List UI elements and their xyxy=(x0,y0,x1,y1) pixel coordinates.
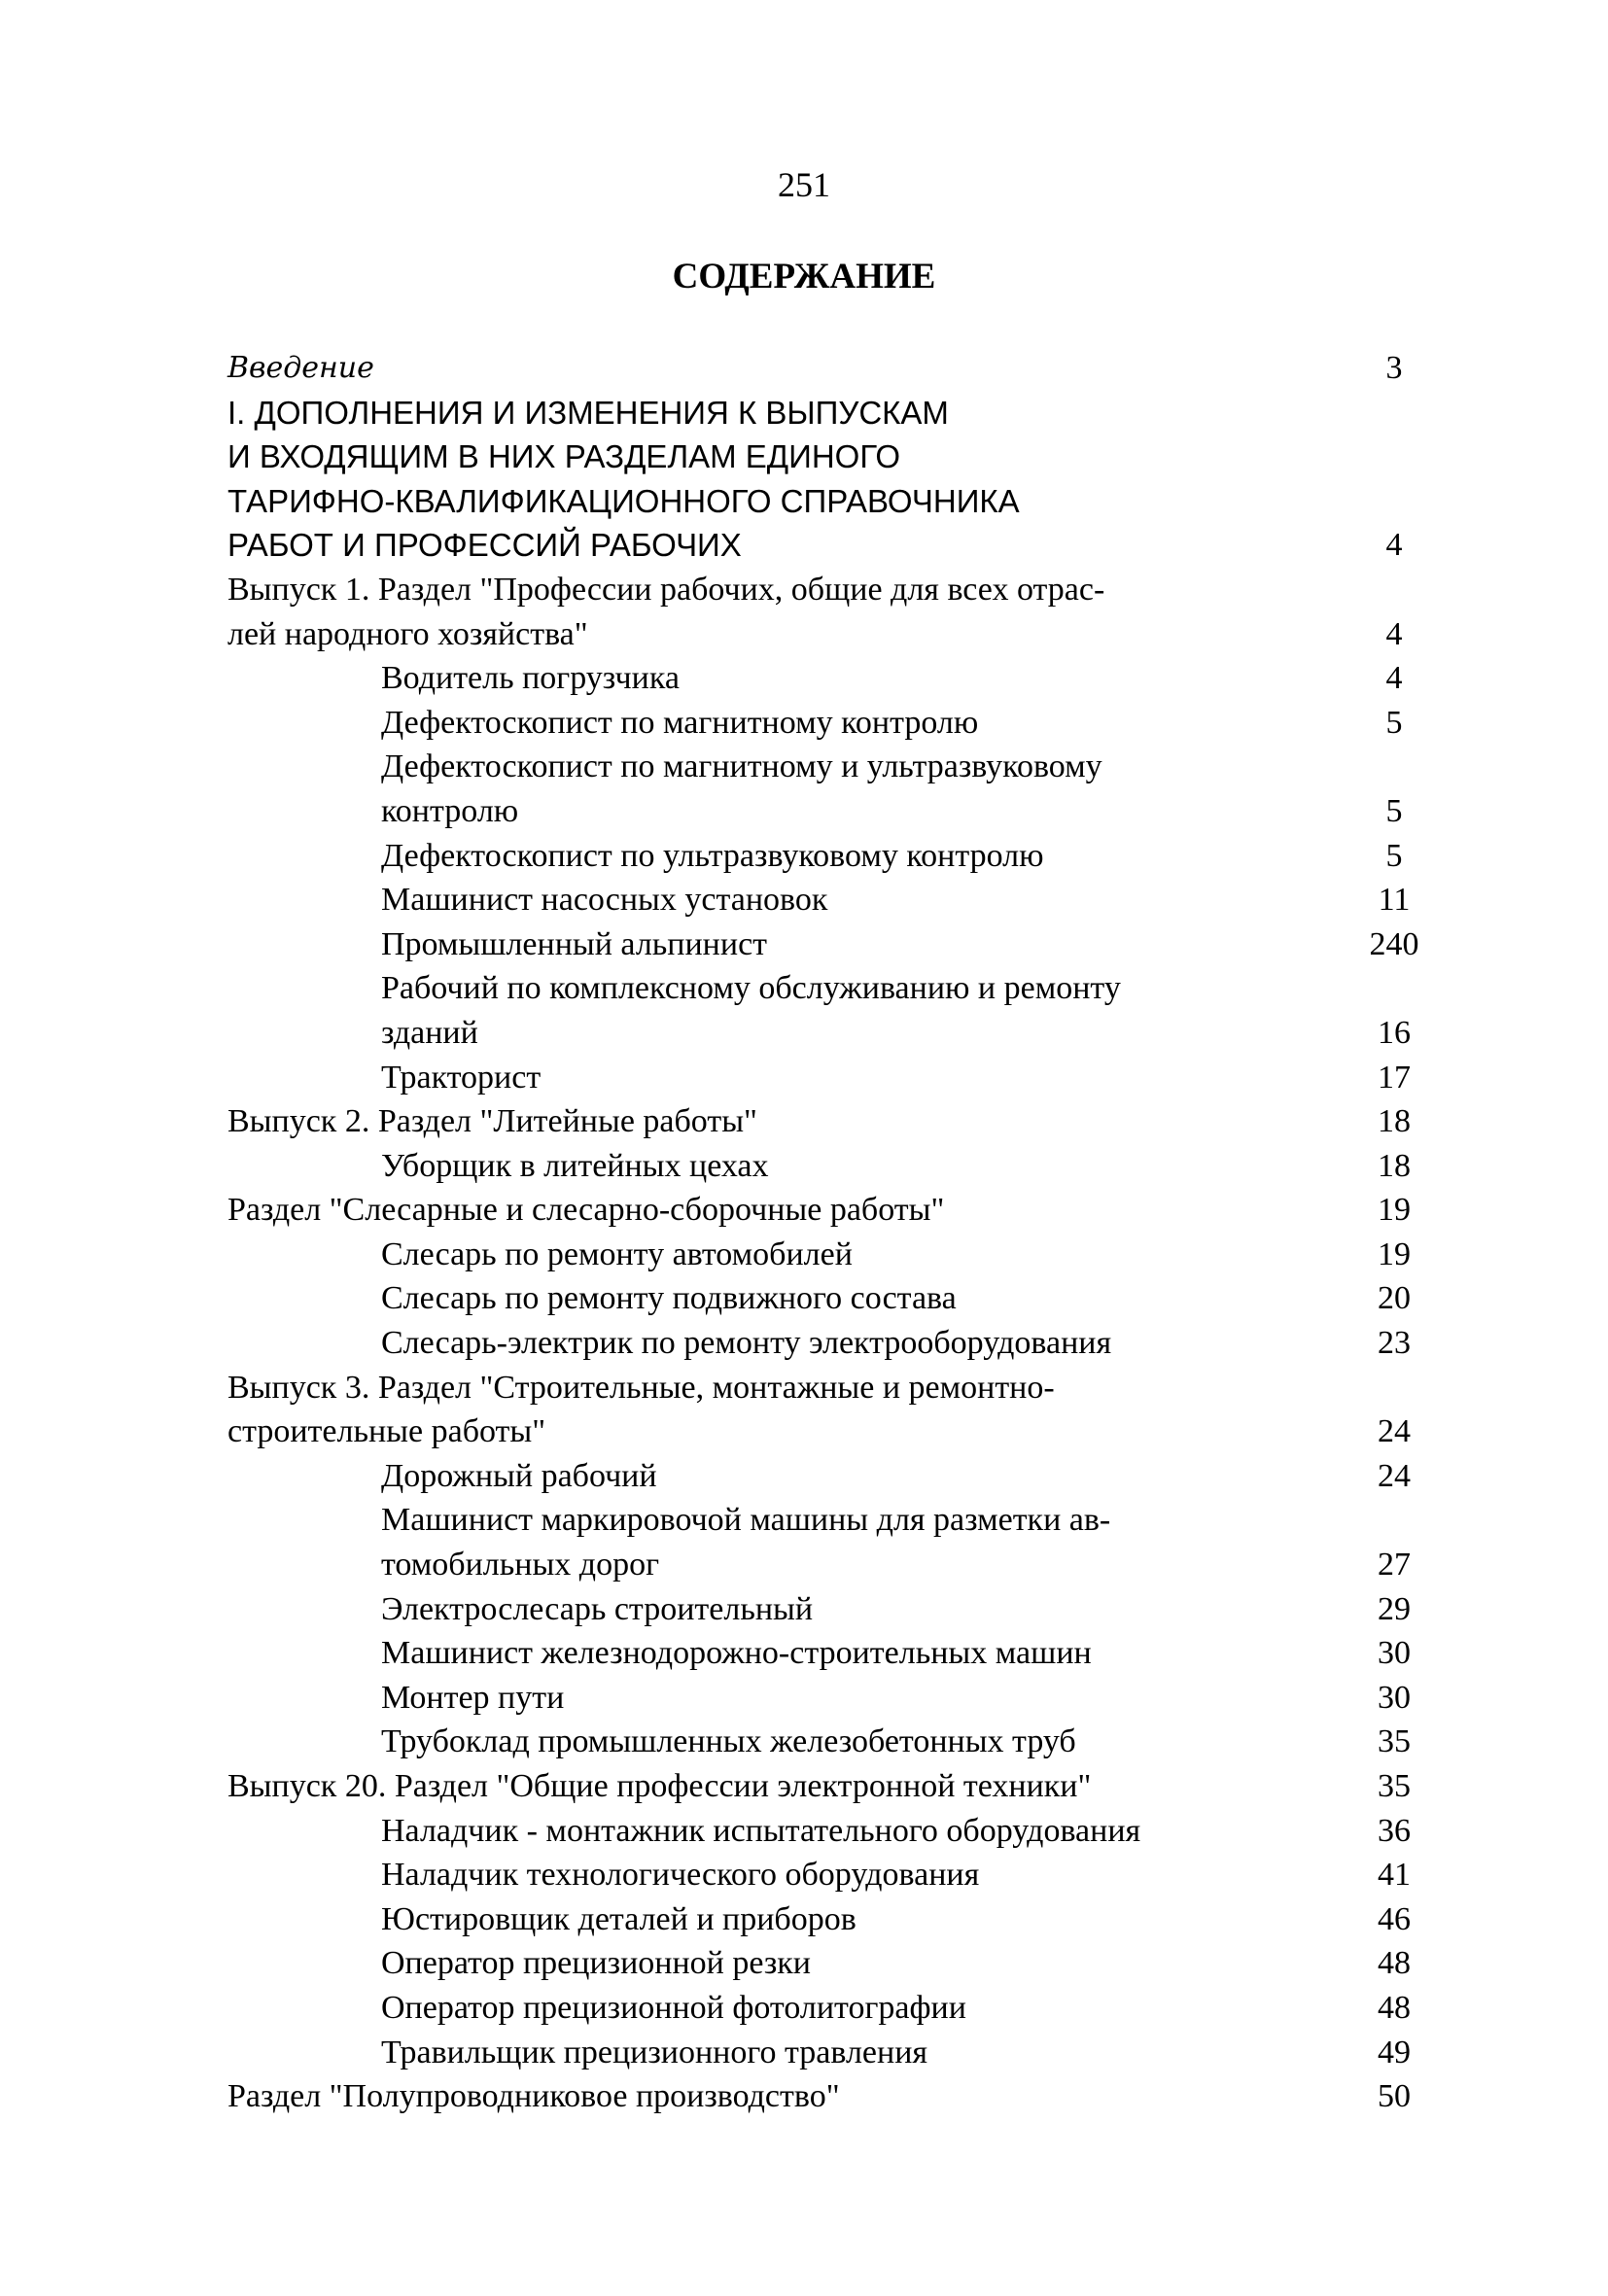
toc-entry-title xyxy=(381,966,1433,1055)
toc-entry-page-number: 50 xyxy=(1378,2078,1411,2115)
toc-entry-title xyxy=(381,656,1433,701)
toc-entry-line: Монтер пути xyxy=(381,1679,565,1716)
toc-entry xyxy=(227,1720,1433,1764)
toc-entry-title xyxy=(381,834,1433,879)
toc-entry-line: Машинист насосных установок xyxy=(381,882,828,919)
toc-entry xyxy=(227,1188,1433,1233)
toc-entry xyxy=(227,1498,1433,1586)
toc-entry-title xyxy=(381,1676,1433,1721)
toc-entry-title xyxy=(381,1454,1433,1499)
toc-entry-title xyxy=(381,1056,1433,1100)
toc-entry-page-number: 4 xyxy=(1385,527,1403,564)
toc-entry xyxy=(227,1276,1433,1321)
toc-entry-line: И ВХОДЯЩИМ В НИХ РАЗДЕЛАМ ЕДИНОГО xyxy=(227,438,901,475)
toc-entry-title xyxy=(381,922,1433,967)
toc-entry-page-number: 36 xyxy=(1378,1812,1411,1849)
table-of-contents xyxy=(227,346,1433,2119)
toc-entry-line: Дефектоскопист по магнитному контролю xyxy=(381,704,979,741)
toc-entry-title xyxy=(381,878,1433,922)
toc-entry-page-number: 19 xyxy=(1378,1235,1411,1272)
toc-entry xyxy=(227,1233,1433,1277)
toc-entry-line: Слесарь-электрик по ремонту электрооборудования xyxy=(381,1325,1112,1362)
toc-entry-page-number: 11 xyxy=(1378,882,1411,919)
toc-entry-page-number: 35 xyxy=(1378,1768,1411,1804)
toc-entry-line: Машинист маркировочой машины для разметки ав- xyxy=(381,1502,1111,1539)
toc-entry-page-number: 35 xyxy=(1378,1723,1411,1760)
toc-entry-page-number: 49 xyxy=(1378,2034,1411,2070)
toc-entry-line: Уборщик в литейных цехах xyxy=(381,1147,769,1184)
toc-entry-page-number: 30 xyxy=(1378,1635,1411,1672)
toc-entry-line: Слесарь по ремонту подвижного состава xyxy=(381,1280,957,1317)
toc-entry-page-number: 41 xyxy=(1378,1857,1411,1894)
toc-entry xyxy=(227,568,1433,656)
toc-entry-title xyxy=(381,1853,1433,1897)
toc-entry-page-number: 27 xyxy=(1378,1547,1411,1583)
toc-entry-title xyxy=(381,745,1433,833)
toc-entry-title xyxy=(381,1233,1433,1277)
toc-entry-line: Выпуск 20. Раздел "Общие профессии электронной техники" xyxy=(227,1768,1092,1804)
toc-entry-page-number: 48 xyxy=(1378,1945,1411,1982)
toc-entry-page-number: 24 xyxy=(1378,1457,1411,1494)
toc-entry-line: Выпуск 2. Раздел "Литейные работы" xyxy=(227,1103,757,1140)
toc-entry-page-number: 4 xyxy=(1385,615,1403,652)
toc-entry-line: Юстировщик деталей и приборов xyxy=(381,1900,856,1937)
toc-entry-line: Промышленный альпинист xyxy=(381,925,768,962)
toc-entry xyxy=(227,745,1433,833)
toc-entry xyxy=(227,1144,1433,1189)
toc-entry xyxy=(227,878,1433,922)
toc-entry-page-number: 3 xyxy=(1385,350,1403,386)
toc-entry xyxy=(227,2074,1433,2119)
toc-entry xyxy=(227,1099,1433,1144)
toc-entry-title xyxy=(227,1099,1433,1144)
toc-entry xyxy=(227,1056,1433,1100)
toc-entry-title xyxy=(381,1144,1433,1189)
toc-entry xyxy=(227,346,1433,391)
toc-entry xyxy=(227,1631,1433,1676)
toc-entry-page-number: 24 xyxy=(1378,1413,1411,1450)
toc-entry-title xyxy=(381,1631,1433,1676)
toc-entry-title xyxy=(381,1941,1433,1986)
toc-entry-line: Рабочий по комплексному обслуживанию и ремонту xyxy=(381,970,1121,1007)
toc-entry-line: томобильных дорог xyxy=(381,1547,660,1583)
toc-entry xyxy=(227,922,1433,967)
toc-entry-line: Дефектоскопист по магнитному и ультразвуковому xyxy=(381,748,1102,785)
toc-entry-line: Водитель погрузчика xyxy=(381,660,680,697)
toc-entry-line: Наладчик технологического оборудования xyxy=(381,1857,980,1894)
toc-entry-title xyxy=(381,1986,1433,2031)
toc-entry-line: Оператор прецизионной резки xyxy=(381,1945,811,1982)
toc-entry-title xyxy=(381,1809,1433,1854)
toc-entry-line: контролю xyxy=(381,792,519,829)
toc-entry-page-number: 48 xyxy=(1378,1989,1411,2026)
toc-entry-title xyxy=(227,1366,1433,1454)
toc-entry xyxy=(227,656,1433,701)
toc-entry-page-number: 4 xyxy=(1385,660,1403,697)
toc-entry-page-number: 18 xyxy=(1378,1147,1411,1184)
toc-entry-page-number: 30 xyxy=(1378,1679,1411,1716)
toc-entry xyxy=(227,2031,1433,2075)
toc-entry xyxy=(227,1809,1433,1854)
toc-entry xyxy=(227,391,1433,568)
toc-entry xyxy=(227,1986,1433,2031)
toc-entry xyxy=(227,1897,1433,1942)
toc-entry xyxy=(227,1764,1433,1809)
toc-entry-line: Травильщик прецизионного травления xyxy=(381,2034,928,2070)
toc-entry-line: Выпуск 3. Раздел "Строительные, монтажные и ремонтно- xyxy=(227,1369,1055,1406)
toc-entry-page-number: 29 xyxy=(1378,1590,1411,1627)
toc-entry-page-number: 5 xyxy=(1385,792,1403,829)
toc-entry-title xyxy=(381,1276,1433,1321)
toc-entry-title xyxy=(381,701,1433,746)
toc-entry-title xyxy=(227,346,1433,391)
toc-entry xyxy=(227,834,1433,879)
toc-entry-title xyxy=(227,568,1433,656)
toc-entry-line: I. ДОПОЛНЕНИЯ И ИЗМЕНЕНИЯ К ВЫПУСКАМ xyxy=(227,394,949,431)
toc-entry-title xyxy=(381,1321,1433,1366)
toc-entry-line: Выпуск 1. Раздел "Профессии рабочих, общие для всех отрас- xyxy=(227,571,1105,608)
page-number: 251 xyxy=(778,165,830,204)
toc-entry-page-number: 23 xyxy=(1378,1325,1411,1362)
toc-entry xyxy=(227,701,1433,746)
toc-entry xyxy=(227,1321,1433,1366)
toc-entry-title xyxy=(381,2031,1433,2075)
toc-entry-line: Оператор прецизионной фотолитографии xyxy=(381,1989,966,2026)
toc-entry-page-number: 19 xyxy=(1378,1192,1411,1229)
toc-entry-page-number: 5 xyxy=(1385,704,1403,741)
toc-entry-line: Тракторист xyxy=(381,1059,542,1096)
toc-entry xyxy=(227,966,1433,1055)
toc-entry-line: Введение xyxy=(227,351,374,385)
toc-entry-line: Раздел "Полупроводниковое производство" xyxy=(227,2078,840,2115)
toc-entry xyxy=(227,1587,1433,1632)
toc-entry-line: РАБОТ И ПРОФЕССИЙ РАБОЧИХ xyxy=(227,527,742,564)
toc-entry-line: Слесарь по ремонту автомобилей xyxy=(381,1235,853,1272)
toc-entry-title xyxy=(227,1188,1433,1233)
toc-entry-line: Дорожный рабочий xyxy=(381,1457,657,1494)
page-title: СОДЕРЖАНИЕ xyxy=(672,257,936,296)
toc-entry xyxy=(227,1853,1433,1897)
toc-entry-title xyxy=(381,1498,1433,1586)
toc-entry-page-number: 20 xyxy=(1378,1280,1411,1317)
toc-entry-line: зданий xyxy=(381,1014,478,1051)
toc-entry-line: Трубоклад промышленных железобетонных труб xyxy=(381,1723,1076,1760)
toc-entry-title xyxy=(381,1587,1433,1632)
toc-entry-page-number: 46 xyxy=(1378,1900,1411,1937)
toc-entry-line: Машинист железнодорожно-строительных машин xyxy=(381,1635,1092,1672)
toc-entry-page-number: 16 xyxy=(1378,1014,1411,1051)
toc-entry xyxy=(227,1676,1433,1721)
toc-entry-line: Наладчик - монтажник испытательного оборудования xyxy=(381,1812,1141,1849)
toc-entry-title xyxy=(227,2074,1433,2119)
toc-entry-line: ТАРИФНО-КВАЛИФИКАЦИОННОГО СПРАВОЧНИКА xyxy=(227,482,1020,519)
toc-entry-title xyxy=(227,1764,1433,1809)
toc-entry-page-number: 18 xyxy=(1378,1103,1411,1140)
toc-entry-page-number: 17 xyxy=(1378,1059,1411,1096)
toc-entry-title xyxy=(381,1897,1433,1942)
toc-entry-line: Дефектоскопист по ультразвуковому контролю xyxy=(381,837,1044,874)
toc-entry xyxy=(227,1366,1433,1454)
toc-entry-title xyxy=(227,391,1433,568)
toc-entry-title xyxy=(381,1720,1433,1764)
toc-entry xyxy=(227,1941,1433,1986)
toc-entry-line: Электрослесарь строительный xyxy=(381,1590,814,1627)
toc-entry-page-number: 240 xyxy=(1369,925,1419,962)
toc-entry-page-number: 5 xyxy=(1385,837,1403,874)
toc-entry-line: Раздел "Слесарные и слесарно-сборочные работы" xyxy=(227,1192,945,1229)
toc-entry-line: лей народного хозяйства" xyxy=(227,615,588,652)
toc-entry-line: строительные работы" xyxy=(227,1413,546,1450)
toc-entry xyxy=(227,1454,1433,1499)
